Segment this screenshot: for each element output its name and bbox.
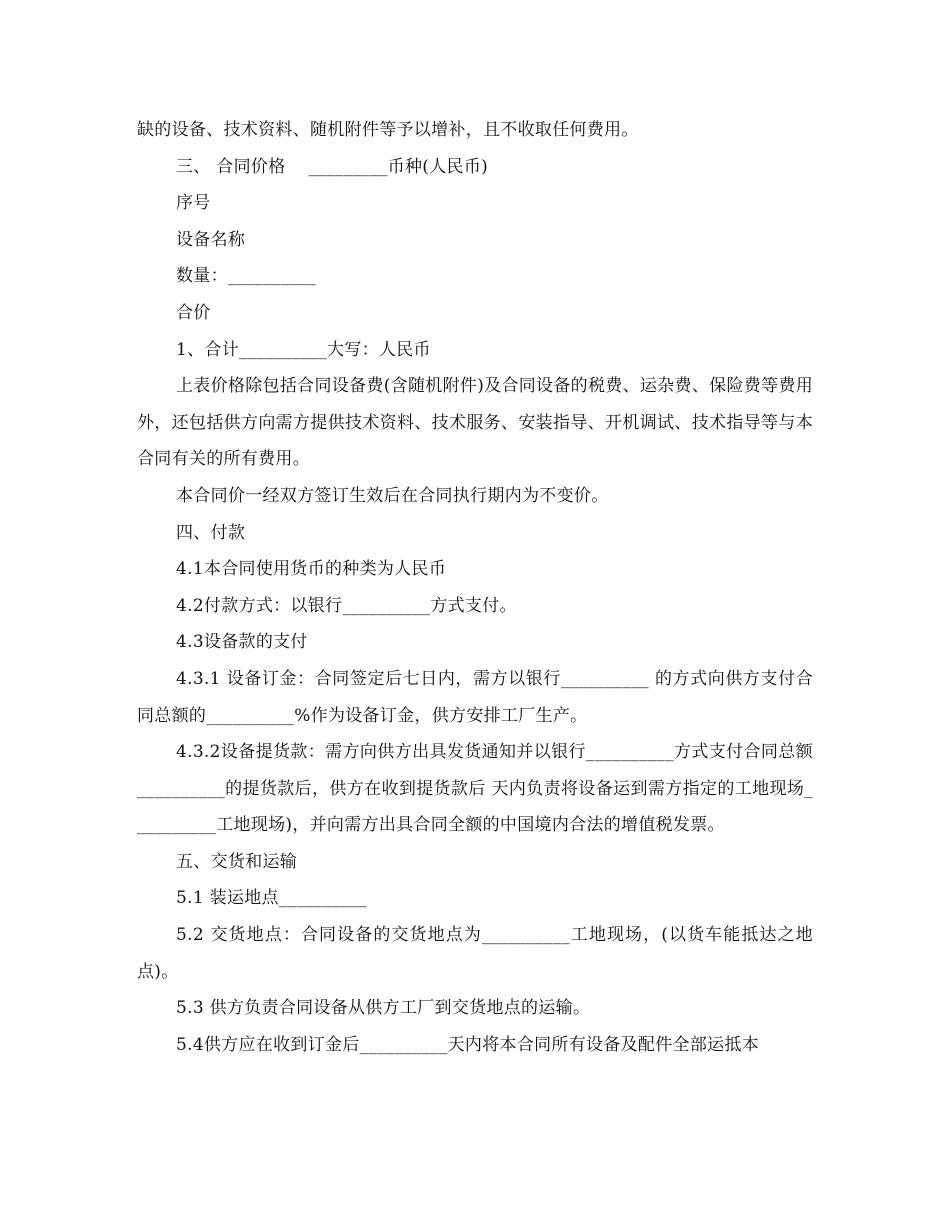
paragraph: 缺的设备、技术资料、随机附件等予以增补，且不收取任何费用。 xyxy=(137,120,639,140)
paragraph: 本合同价一经双方签订生效后在合同执行期内为不变价。 xyxy=(176,485,609,506)
field-label-equipment-name: 设备名称 xyxy=(176,229,246,250)
clause-4-3: 4.3设备款的支付 xyxy=(176,632,308,653)
field-label-serial-number: 序号 xyxy=(176,193,211,214)
clause-5-2: 5.2 交货地点：合同设备的交货地点为__________工地现场，(以货车能抵达之地点)。 xyxy=(137,925,813,982)
field-quantity: 数量：__________ xyxy=(176,266,316,287)
section-heading-delivery: 五、交货和运输 xyxy=(176,851,298,872)
section-heading-contract-price: 三、 合同价格 _________币种(人民币) xyxy=(176,156,489,177)
document-body xyxy=(137,112,813,1063)
clause-5-4: 5.4供方应在收到订金后__________天内将本合同所有设备及配件全部运抵本 xyxy=(176,1034,760,1055)
field-sum-total: 1、合计__________大写：人民币 xyxy=(176,339,431,360)
clause-4-2: 4.2付款方式：以银行__________方式支付。 xyxy=(176,595,517,616)
section-heading-payment: 四、付款 xyxy=(176,522,246,543)
paragraph: 上表价格除包括合同设备费(含随机附件)及合同设备的税费、运杂费、保险费等费用外，还包括供方向需方提供技术资料、技术服务、安装指导、开机调试、技术指导等与本合同有关的所有费用。 xyxy=(137,376,813,470)
clause-5-3: 5.3 供方负责合同设备从供方工厂到交货地点的运输。 xyxy=(176,998,591,1019)
clause-4-3-2: 4.3.2设备提货款：需方向供方出具发货通知并以银行__________方式支付合同总额__________的提货款后，供方在收到提货款后 天内负责将设备运到需方指定的工地现场__________工地现场)，并向需方出具合同全额的中国境内合法的增值税发票。 xyxy=(137,742,813,836)
clause-5-1: 5.1 装运地点__________ xyxy=(176,888,367,909)
field-label-total-price: 合价 xyxy=(176,302,211,323)
clause-4-3-1: 4.3.1 设备订金：合同签定后七日内，需方以银行__________ 的方式向供方支付合同总额的__________%作为设备订金，供方安排工厂生产。 xyxy=(137,668,813,726)
clause-4-1: 4.1本合同使用货币的种类为人民币 xyxy=(176,559,447,580)
